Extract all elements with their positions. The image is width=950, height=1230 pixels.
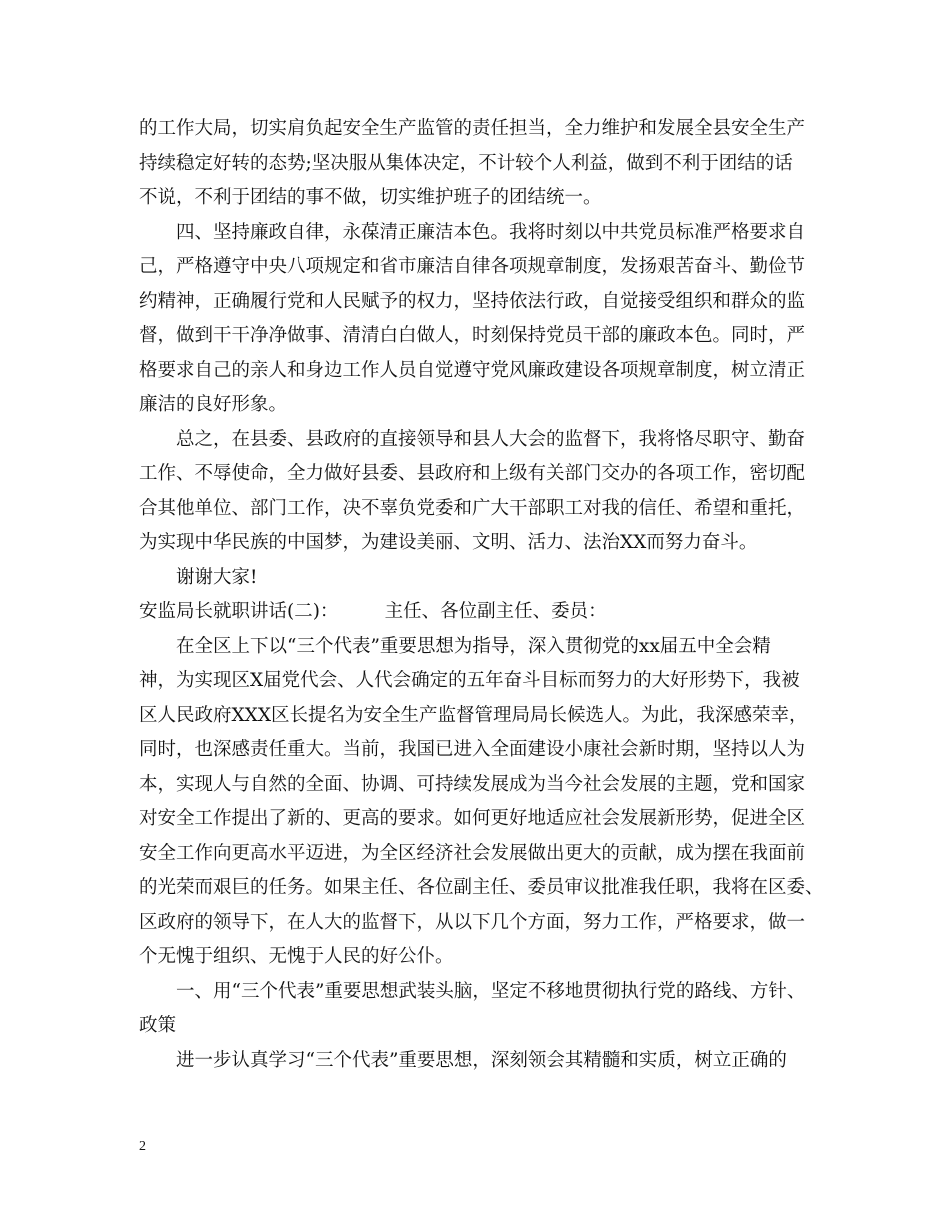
text-line: 持续稳定好转的态势;坚决服从集体决定，不计较个人利益，做到不利于团结的话 xyxy=(139,152,793,174)
text-line: 廉洁的良好形象。 xyxy=(139,394,288,415)
paragraph-start-line: 总之，在县委、县政府的直接领导和县人大会的监督下，我将恪尽职守、勤奋 xyxy=(176,428,806,450)
text-line: 对安全工作提出了新的、更高的要求。如何更好地适应社会发展新形势，促进全区 xyxy=(139,808,806,829)
document-body xyxy=(139,112,829,1078)
text-line: 己，严格遵守中央八项规定和省市廉洁自律各项规章制度，发扬艰苦奋斗、勤俭节 xyxy=(139,256,806,277)
paragraph-start-line: 四、坚持廉政自律，永葆清正廉洁本色。我将时刻以中共党员标准严格要求自 xyxy=(176,221,806,243)
text-line: 政策 xyxy=(139,1015,177,1036)
text-line: 为实现中华民族的中国梦，为建设美丽、文明、活力、法治XX而努力奋斗。 xyxy=(139,532,758,553)
paragraph-start-line: 进一步认真学习“三个代表”重要思想，深刻领会其精髓和实质，树立正确的 xyxy=(176,1049,787,1071)
text-line: 格要求自己的亲人和身边工作人员自觉遵守党风廉政建设各项规章制度，树立清正 xyxy=(139,359,806,381)
paragraph-start-line: 在全区上下以“三个代表”重要思想为指导，深入贯彻党的xx届五中全会精 xyxy=(176,635,771,657)
text-line: 不说，不利于团结的事不做，切实维护班子的团结统一。 xyxy=(139,187,602,208)
text-line: 的工作大局，切实肩负起安全生产监管的责任担当，全力维护和发展全县安全生产 xyxy=(139,118,806,139)
text-line: 同时，也深感责任重大。当前，我国已进入全面建设小康社会新时期，坚持以人为 xyxy=(139,739,806,760)
text-line: 区政府的领导下，在人大的监督下，从以下几个方面，努力工作，严格要求，做一 xyxy=(139,911,806,933)
text-line: 神，为实现区X届党代会、人代会确定的五年奋斗目标而努力的大好形势下，我被 xyxy=(139,670,800,691)
text-line: 约精神，正确履行党和人民赋予的权力，坚持依法行政，自觉接受组织和群众的监 xyxy=(139,290,806,312)
text-line: 安全工作向更高水平迈进，为全区经济社会发展做出更大的贡献，成为摆在我面前 xyxy=(139,842,806,864)
text-line: 合其他单位、部门工作，决不辜负党委和广大干部职工对我的信任、希望和重托， xyxy=(139,497,806,519)
text-line: 个无愧于组织、无愧于人民的好公仆。 xyxy=(139,946,454,967)
page-number: 2 xyxy=(139,1139,146,1154)
closing-line: 谢谢大家! xyxy=(176,566,258,588)
text-line: 工作、不辱使命，全力做好县委、县政府和上级有关部门交办的各项工作，密切配 xyxy=(139,463,806,484)
section-heading: 安监局长就职讲话(二)： 主任、各位副主任、委员： xyxy=(139,601,607,622)
paragraph-start-line: 一、用“三个代表”重要思想武装头脑，坚定不移地贯彻执行党的路线、方针、 xyxy=(176,980,806,1002)
text-line: 督，做到干干净净做事、清清白白做人，时刻保持党员干部的廉政本色。同时，严 xyxy=(139,325,806,346)
text-line: 区人民政府XXX区长提名为安全生产监督管理局局长候选人。为此，我深感荣幸， xyxy=(139,704,808,726)
text-line: 本，实现人与自然的全面、协调、可持续发展成为当今社会发展的主题，党和国家 xyxy=(139,773,806,795)
text-line: 的光荣而艰巨的任务。如果主任、各位副主任、委员审议批准我任职，我将在区委、 xyxy=(139,877,824,898)
